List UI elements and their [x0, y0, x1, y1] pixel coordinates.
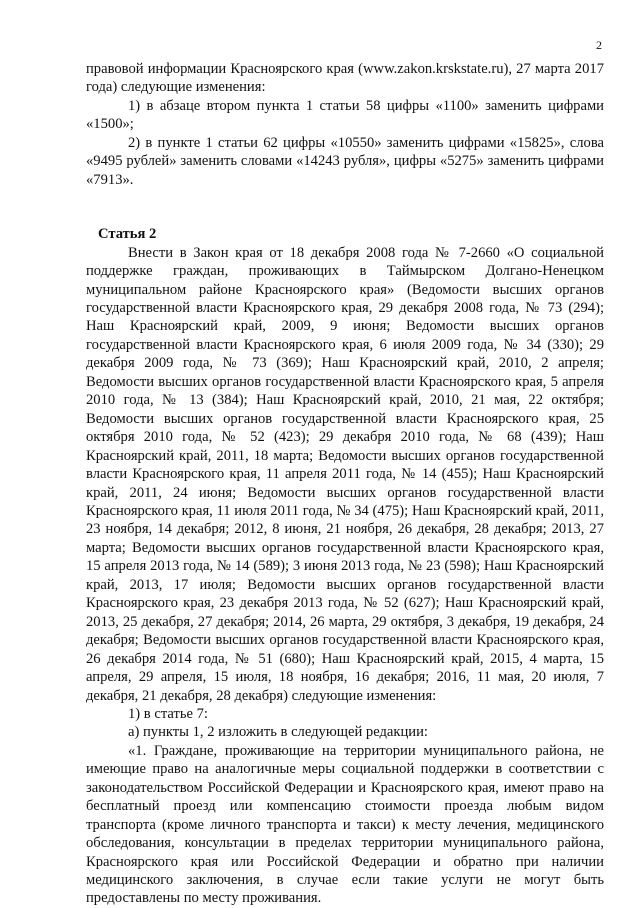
page-number: 2: [596, 38, 602, 52]
paragraph-item-1: 1) в статье 7:: [128, 705, 208, 722]
paragraph-change-2: 2) в пункте 1 статьи 62 цифры «10550» заменить цифрами «15825», слова «9495 рублей» заменить словами «14243 рубля», цифры «5275» заменить цифрами «7913».: [86, 134, 604, 188]
paragraph-continuation: правовой информации Красноярского края (www.zakon.krskstate.ru), 27 марта 2017 года) следующие изменения:: [86, 61, 604, 96]
paragraph-change-1: 1) в абзаце втором пункта 1 статьи 58 цифры «1100» заменить цифрами «1500»;: [86, 97, 604, 133]
document-body: [86, 60, 604, 908]
paragraph-article-2-intro: Внести в Закон края от 18 декабря 2008 года № 7-2660 «О социальной поддержке граждан, проживающих в Таймырском Долгано-Ненецком муниципальном районе Красноярского края» (Ведомости высших органов государственной власти Красноярского края, 29 декабря 2008 года, № 73 (294); Наш Красноярский край, 2009, 9 июня; Ведомости высших органов государственной власти Красноярского края, 6 июля 2009 года, № 34 (330); 29 декабря 2009 года, № 73 (369); Наш Красноярский край, 2010, 2 апреля; Ведомости высших органов государственной власти Красноярского края, 5 апреля 2010 года, № 13 (384); Наш Красноярский край, 2010, 21 мая, 22 октября; Ведомости высших органов государственной власти Красноярского края, 25 октября 2010 года, № 52 (423); 29 декабря 2010 года, № 68 (439); Наш Красноярский край, 2011, 18 марта; Ведомости высших органов государственной власти Красноярского края, 11 апреля 2011 года, № 14 (455); Наш Красноярский край, 2011, 24 июня; Ведомости высших органов государственной власти Красноярского края, 11 июля 2011 года, № 34 (475); Наш Красноярский край, 2011, 23 ноября, 14 декабря; 2012, 8 июня, 21 ноября, 26 декабря, 28 декабря; 2013, 27 марта; Ведомости высших органов государственной власти Красноярского края, 15 апреля 2013 года, № 14 (589); 3 июня 2013 года, № 23 (598); Наш Красноярский край, 2013, 17 июля; Ведомости высших органов государственной власти Красноярского края, 23 декабря 2013 года, № 52 (627); Наш Красноярский край, 2013, 25 декабря, 27 декабря; 2014, 26 марта, 29 октября, 3 декабря, 19 декабря, 24 декабря; Ведомости высших органов государственной власти Красноярского края, 26 декабря 2014 года, № 51 (680); Наш Красноярский край, 2015, 4 марта, 15 апреля, 29 апреля, 15 июля, 18 ноября, 16 декабря; 2016, 11 мая, 20 июля, 7 декабря, 21 декабря, 28 декабря) следующие изменения:: [86, 244, 604, 704]
paragraph-quoted-text: «1. Граждане, проживающие на территории муниципального района, не имеющие право на аналогичные меры социальной поддержки в соответствии с законодательством Российской Федерации и Красноярского края, имеют право на бесплатный проезд или компенсацию стоимости проезда любым видом транспорта (кроме личного транспорта и такси) к месту лечения, медицинского обследования, консультации в пределах территории муниципального района, Красноярского края или Российской Федерации и обратно при наличии медицинского заключения, в случае если такие услуги не могут быть предоставлены по месту проживания.: [86, 742, 604, 907]
article-heading: Статья 2: [98, 226, 157, 243]
paragraph-item-a: а) пункты 1, 2 изложить в следующей редакции:: [128, 724, 428, 741]
